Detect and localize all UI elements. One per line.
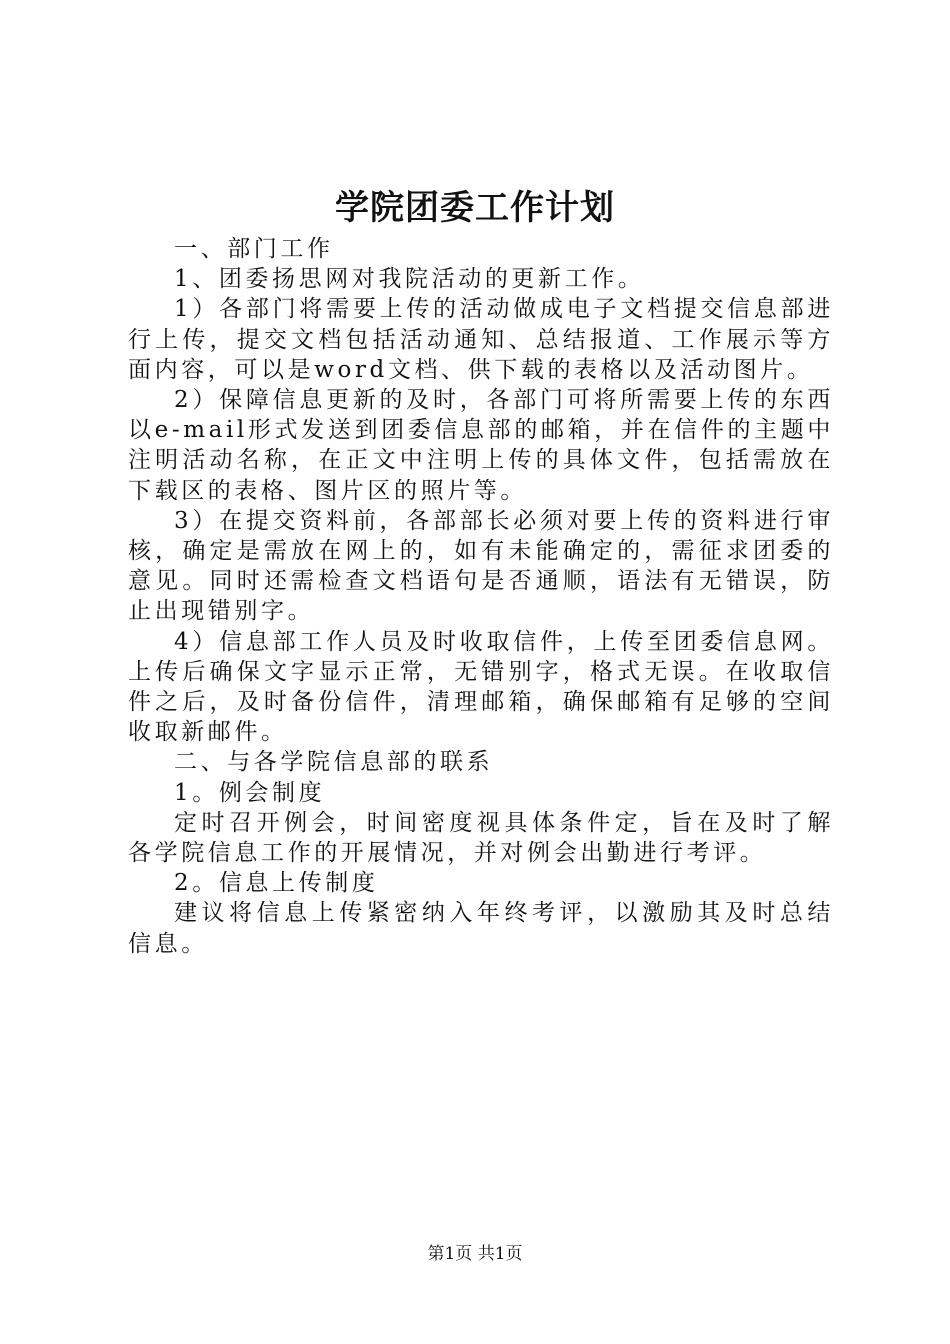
item-regular-meetings: 1。例会制度: [174, 779, 326, 806]
paragraph-meeting-details: 定时召开例会，时间密度视具体条件定，旨在及时了解各学院信息工作的开展情况，并对例会出勤进行考评。: [128, 809, 834, 867]
document-title: 学院团委工作计划: [335, 188, 615, 228]
item-upload-system: 2。信息上传制度: [174, 870, 379, 897]
section-heading-liaison: 二、与各学院信息部的联系: [174, 749, 494, 776]
page-footer: 第1页 共1页: [427, 1244, 523, 1264]
item-website-update: 1、团委扬思网对我院活动的更新工作。: [174, 266, 645, 293]
document-body: [128, 234, 834, 959]
paragraph-email-submission: 2）保障信息更新的及时，各部门可将所需要上传的东西以e-mail形式发送到团委信息部的邮箱，并在信件的主题中注明活动名称，在正文中注明上传的具体文件，包括需放在下载区的表格、图片区的照片等。: [128, 387, 834, 504]
paragraph-upload-documents: 1）各部门将需要上传的活动做成电子文档提交信息部进行上传，提交文档包括活动通知、总结报道、工作展示等方面内容，可以是word文档、供下载的表格以及活动图片。: [128, 296, 834, 383]
paragraph-upload-evaluation: 建议将信息上传紧密纳入年终考评，以激励其及时总结信息。: [128, 900, 834, 957]
section-heading-departments: 一、部门工作: [174, 236, 334, 262]
paragraph-review-materials: 3）在提交资料前，各部部长必须对要上传的资料进行审核，确定是需放在网上的，如有未能确定的，需征求团委的意见。同时还需检查文档语句是否通顺，语法有无错误，防止出现错别字。: [128, 507, 834, 625]
paragraph-staff-duties: 4）信息部工作人员及时收取信件，上传至团委信息网。上传后确保文字显示正常，无错别字，格式无误。在收取信件之后，及时备份信件，清理邮箱，确保邮箱有足够的空间收取新邮件。: [128, 628, 834, 746]
